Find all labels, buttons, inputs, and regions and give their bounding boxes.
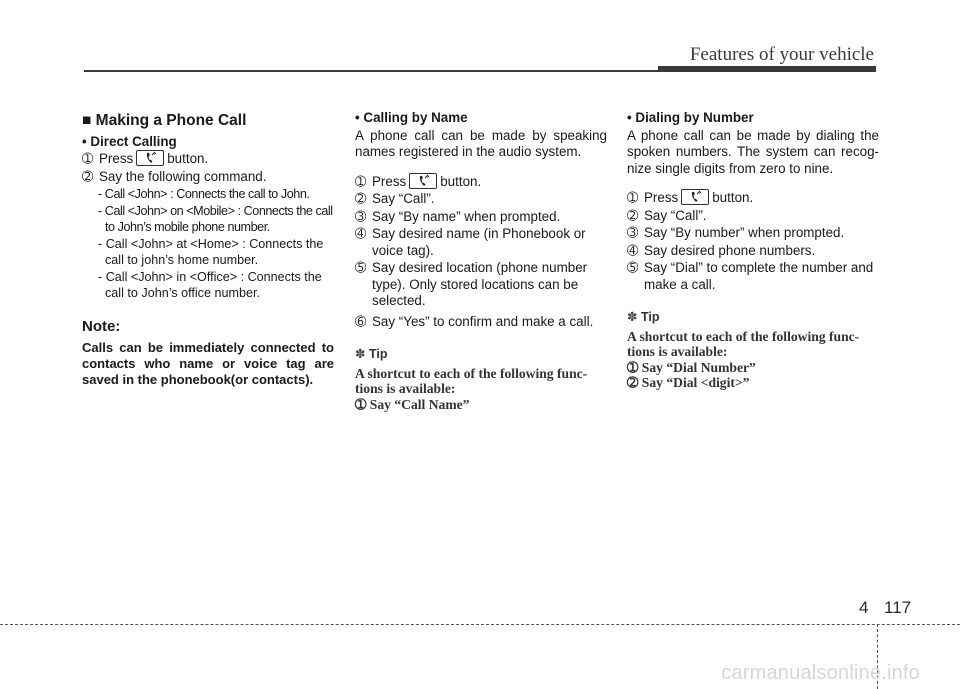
intro-paragraph: A phone call can be made by speaking names registered in the audio system. bbox=[355, 127, 607, 159]
step-number: ➁ bbox=[627, 207, 639, 223]
command-item: - Call <John> at <Home> : Connects the call to john’s home number. bbox=[98, 237, 324, 267]
tip-shortcut: ➁ Say “Dial <digit>” bbox=[627, 375, 750, 390]
step-text-post: button. bbox=[712, 190, 754, 205]
step-text-pre: Press bbox=[644, 190, 679, 205]
subtitle-direct-calling: • Direct Calling bbox=[82, 133, 177, 149]
note-title: Note: bbox=[82, 318, 121, 335]
step-text-pre: Press bbox=[372, 173, 407, 189]
step-text: Say “Call”. bbox=[644, 207, 707, 223]
column-dialing-by-number bbox=[627, 110, 879, 391]
tip-body bbox=[355, 366, 607, 413]
section-title: ■ Making a Phone Call bbox=[82, 112, 247, 129]
step-text: Say the following command. bbox=[99, 168, 267, 184]
command-item: - Call <John> in <Office> : Connects the call to John’s office number. bbox=[98, 270, 322, 300]
step-3 bbox=[355, 209, 607, 226]
chapter-number: 4 bbox=[859, 598, 869, 617]
step-text: Say “By name” when prompted. bbox=[372, 208, 561, 224]
step-4 bbox=[627, 243, 879, 260]
footer-rule bbox=[0, 624, 960, 625]
step-text-pre: Press bbox=[99, 151, 134, 166]
step-text: Say desired phone numbers. bbox=[644, 242, 816, 258]
page-header-title: Features of your vehicle bbox=[689, 44, 874, 65]
step-number: ➄ bbox=[627, 260, 639, 275]
step-1 bbox=[355, 174, 607, 191]
tip-label: Tip bbox=[640, 310, 660, 324]
page-number: 117 bbox=[884, 598, 912, 617]
step-number: ➁ bbox=[355, 191, 367, 206]
step-2 bbox=[355, 191, 607, 208]
step-1 bbox=[627, 190, 879, 207]
step-text: Say “Dial” to complete the number and make a call. bbox=[644, 260, 874, 292]
step-number: ➀ bbox=[82, 151, 94, 166]
step-text-post: button. bbox=[440, 173, 482, 189]
intro-paragraph: A phone call can be made by dialing the spoken numbers. The system can recog-nize single digits from zero to nine. bbox=[627, 127, 879, 176]
step-1 bbox=[82, 151, 334, 168]
step-number: ➄ bbox=[355, 260, 367, 275]
step-number: ➀ bbox=[355, 173, 367, 189]
step-number: ➃ bbox=[627, 242, 639, 258]
command-item: - Call <John> : Connects the call to John. bbox=[98, 187, 310, 201]
tip-asterisk-icon: ✽ bbox=[627, 310, 638, 324]
step-text: Say desired location (phone number type). Only stored locations can be selected. bbox=[372, 260, 588, 308]
step-text-post: button. bbox=[167, 151, 209, 166]
tip-body bbox=[627, 329, 879, 391]
tip-label: Tip bbox=[368, 347, 388, 361]
note-body: Calls can be immediately connected to contacts who name or voice tag are saved in the phonebook(or contacts). bbox=[82, 339, 334, 387]
phone-handset-icon bbox=[136, 150, 164, 166]
column-direct-calling bbox=[82, 110, 334, 388]
step-text: Say “By number” when prompted. bbox=[644, 225, 845, 240]
phone-handset-icon bbox=[409, 173, 437, 189]
subtitle-dialing-by-number: • Dialing by Number bbox=[627, 110, 754, 125]
step-number: ➅ bbox=[355, 313, 367, 329]
step-number: ➃ bbox=[355, 226, 367, 241]
subtitle-calling-by-name: • Calling by Name bbox=[355, 110, 468, 125]
step-5 bbox=[355, 260, 607, 310]
step-2 bbox=[82, 169, 334, 186]
step-number: ➂ bbox=[627, 225, 639, 240]
step-text: Say “Yes” to confirm and make a call. bbox=[372, 313, 594, 329]
tip-shortcut: ➀ Say “Call Name” bbox=[355, 396, 470, 412]
command-item: - Call <John> on <Mobile> : Connects the call to John’s mobile phone number. bbox=[98, 204, 333, 234]
tip-text: A shortcut to each of the following func-tions is available: bbox=[355, 365, 588, 396]
tip-shortcut: ➀ Say “Dial Number” bbox=[627, 359, 756, 375]
watermark: carmanualsonline.info bbox=[721, 662, 920, 684]
step-number: ➀ bbox=[627, 190, 639, 205]
step-3 bbox=[627, 225, 879, 242]
step-2 bbox=[627, 208, 879, 225]
step-4 bbox=[355, 226, 607, 259]
column-calling-by-name bbox=[355, 110, 607, 412]
tip-text: A shortcut to each of the following func-tions is available: bbox=[627, 328, 860, 359]
step-6 bbox=[355, 314, 607, 331]
header-rule bbox=[84, 70, 876, 72]
step-text: Say desired name (in Phonebook or voice tag). bbox=[372, 226, 586, 258]
step-5 bbox=[627, 260, 879, 293]
step-number: ➂ bbox=[355, 208, 367, 224]
step-text: Say “Call”. bbox=[372, 191, 435, 206]
tip-title bbox=[355, 346, 607, 363]
step-number: ➁ bbox=[82, 168, 94, 184]
tip-asterisk-icon: ✽ bbox=[355, 347, 366, 361]
tip-title bbox=[627, 309, 879, 326]
phone-handset-icon bbox=[681, 189, 709, 205]
